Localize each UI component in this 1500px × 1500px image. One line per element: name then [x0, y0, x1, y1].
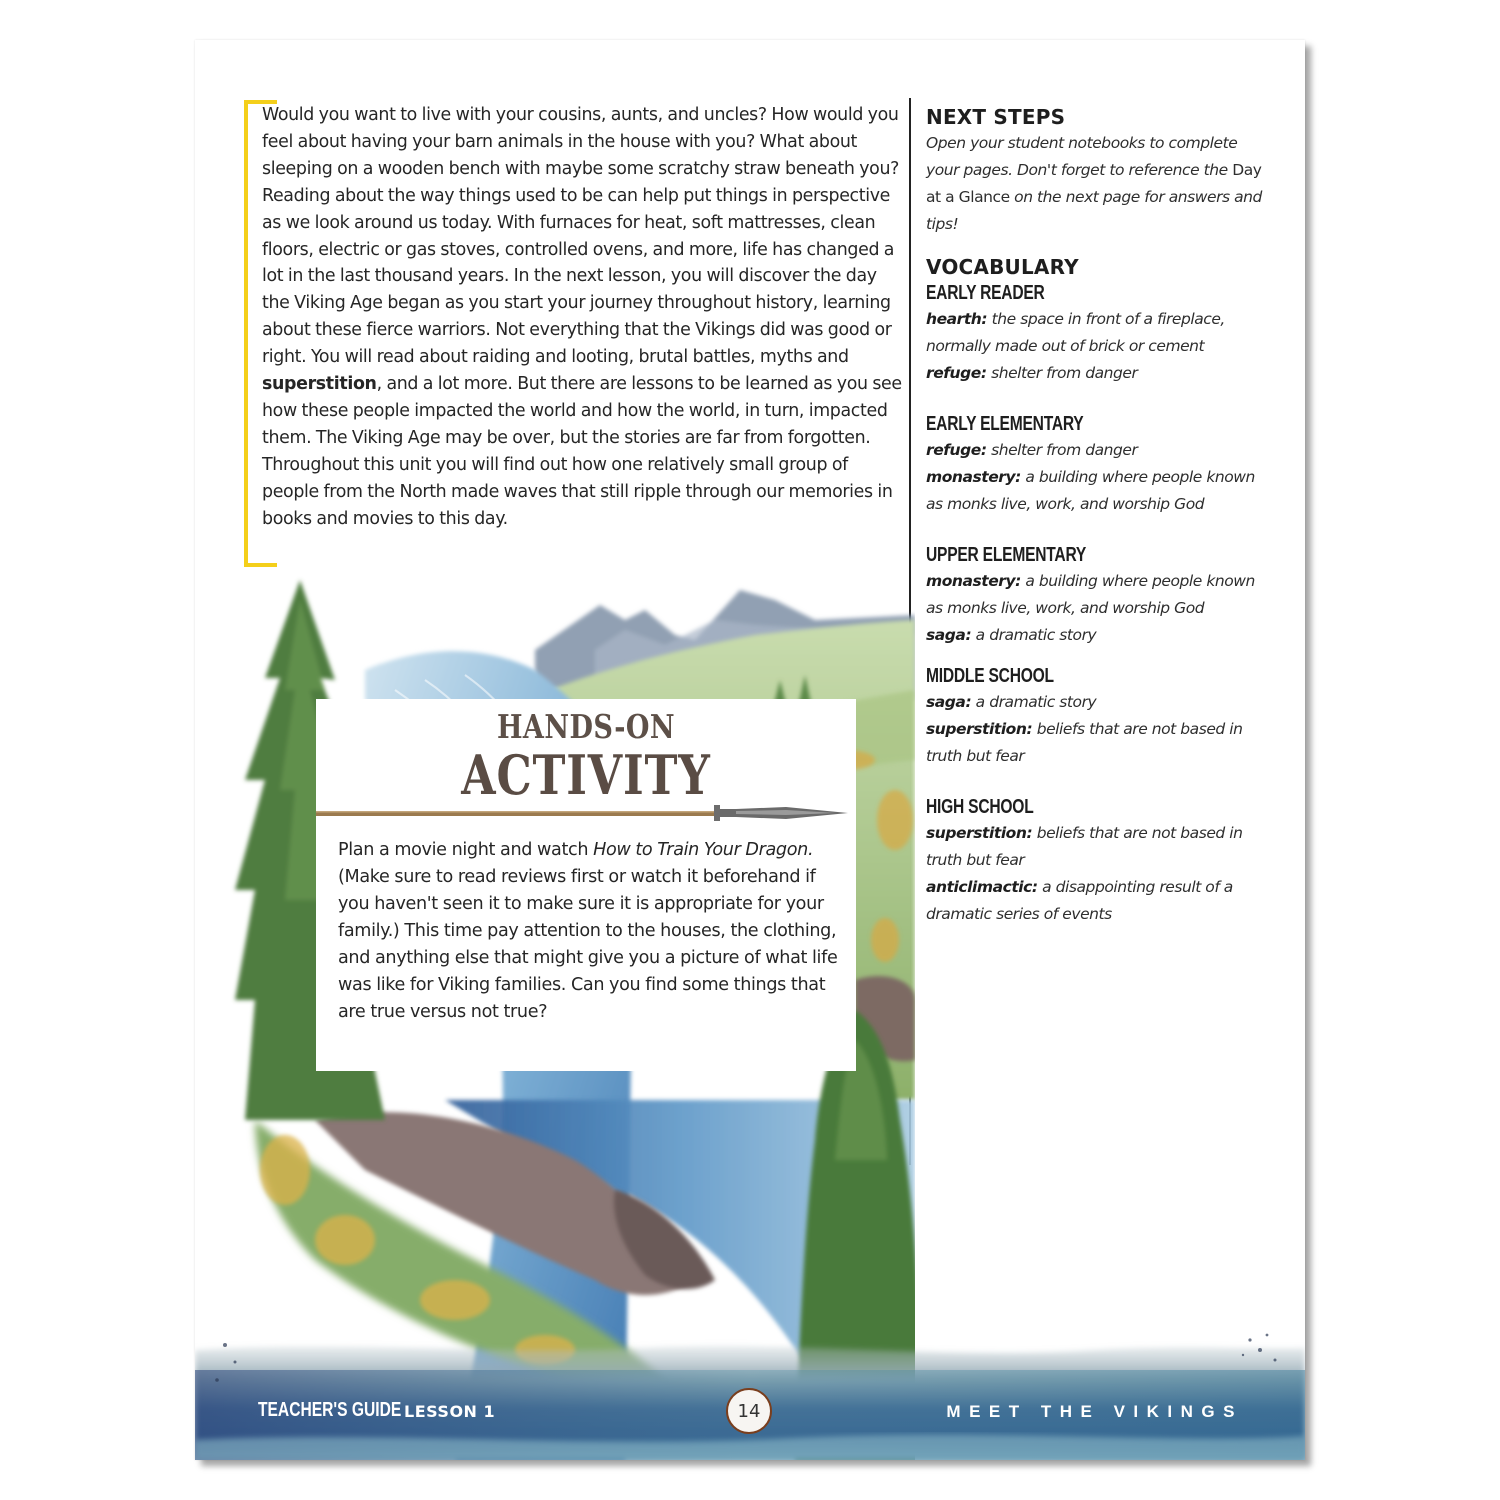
- document-page: [195, 40, 1305, 1460]
- vocab-term: saga: a dramatic story: [926, 693, 1097, 711]
- vocab-term: refuge: shelter from danger: [926, 364, 1138, 382]
- vocab-level-early-elementary: [926, 411, 1266, 518]
- vocab-term: monastery: a building where people known as monks live, work, and worship God: [926, 468, 1255, 513]
- vocab-term: superstition: beliefs that are not based in truth but fear: [926, 824, 1243, 869]
- level-heading: MIDDLE SCHOOL: [926, 665, 1054, 687]
- sidebar-column: [926, 104, 1266, 952]
- next-steps-heading: NEXT STEPS: [926, 105, 1066, 129]
- vocab-level-early-reader: [926, 280, 1266, 387]
- vocab-term: superstition: beliefs that are not based in truth but fear: [926, 720, 1243, 765]
- footer-lesson-label: LESSON 1: [404, 1402, 496, 1421]
- vocab-level-high-school: [926, 794, 1266, 928]
- vocab-term: saga: a dramatic story: [926, 626, 1097, 644]
- vocab-term: anticlimactic: a disappointing result of a dramatic series of events: [926, 878, 1233, 923]
- level-heading: EARLY READER: [926, 282, 1045, 304]
- vocab-term: refuge: shelter from danger: [926, 441, 1138, 459]
- bold-term-superstition: superstition: [262, 374, 377, 395]
- spear-divider-icon: [316, 801, 856, 825]
- intro-paragraph: Would you want to live with your cousins, aunts, and uncles? How would you feel about having your barn animals in the house with you? What about sleeping on a wooden bench with maybe some scratchy straw beneath you? Reading about the way things used to be can help put things in perspective as we look around us today. With furnaces for heat, soft mattresses, clean floors, electric or gas stoves, controlled ovens, and more, life has changed a lot in the last thousand years. In the next lesson, you will discover the day the Viking Age began as you start your journey throughout history, learning about these fierce warriors. Not everything that the Vikings did was good or right. You will read about raiding and looting, brutal battles, myths and superstition, and a lot more. But there are lessons to be learned as you see how these people impacted the world and how the world, in turn, impacted them. The Viking Age may be over, but the stories are far from forgotten. Throughout this unit you will find out how one relatively small group of people from the North made waves that still ripple through our memories in books and movies to this day.: [262, 105, 902, 529]
- page-number: 14: [726, 1388, 772, 1434]
- footer-guide-label: TEACHER'S GUIDE LESSON 1: [258, 1399, 496, 1421]
- vocab-level-upper-elementary: [926, 542, 1266, 649]
- footer-watercolor-band: [195, 1310, 1305, 1460]
- day-at-a-glance-reference: Day at a Glance: [926, 161, 1262, 206]
- level-heading: EARLY ELEMENTARY: [926, 413, 1084, 435]
- activity-title-line1: HANDS-ON: [496, 707, 676, 746]
- footer-unit-title: MEET THE VIKINGS: [946, 1402, 1243, 1421]
- next-steps-text: Open your student notebooks to complete your pages. Don't forget to reference the Day at a Glance on the next page for answers and tips!: [926, 134, 1262, 233]
- activity-title-line2: ACTIVITY: [461, 743, 711, 807]
- level-heading: HIGH SCHOOL: [926, 796, 1034, 818]
- activity-instructions: Plan a movie night and watch How to Train Your Dragon. (Make sure to read reviews first or watch it beforehand if you haven't seen it to make sure it is appropriate for your family.) This time pay attention to the houses, the clothing, and anything else that might give you a picture of what life was like for Viking families. Can you find some things that are true versus not true?: [338, 840, 838, 1022]
- vocab-term: hearth: the space in front of a fireplace, normally made out of brick or cement: [926, 310, 1225, 355]
- vocab-level-middle-school: [926, 663, 1266, 770]
- vocab-term: monastery: a building where people known as monks live, work, and worship God: [926, 572, 1255, 617]
- hands-on-activity-card: [316, 699, 856, 1071]
- movie-title: How to Train Your Dragon.: [593, 840, 814, 860]
- vocabulary-heading: VOCABULARY: [926, 255, 1079, 279]
- level-heading: UPPER ELEMENTARY: [926, 544, 1087, 566]
